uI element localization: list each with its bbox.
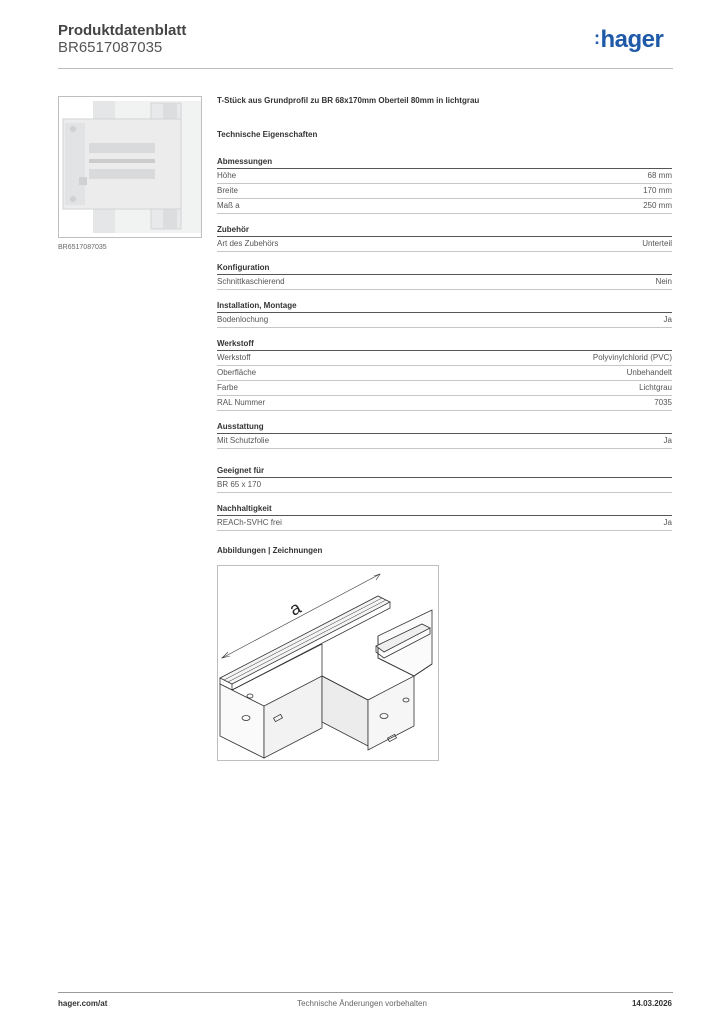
spec-row [217, 184, 672, 199]
footer-disclaimer: Technische Änderungen vorbehalten [297, 999, 427, 1008]
spec-row [217, 516, 672, 531]
product-photo-icon [59, 97, 201, 237]
spec-value: 7035 [654, 398, 672, 407]
section-konfiguration [217, 262, 672, 290]
spec-label: Art des Zubehörs [217, 239, 279, 248]
spec-label: Breite [217, 186, 238, 195]
spec-label: Werkstoff [217, 353, 251, 362]
product-thumbnail [58, 96, 202, 238]
section-title: Ausstattung [217, 421, 672, 434]
spec-row [217, 169, 672, 184]
logo-colon-mark: : [594, 28, 600, 48]
spec-row [217, 237, 672, 252]
spec-label: Bodenlochung [217, 315, 269, 324]
section-title: Werkstoff [217, 338, 672, 351]
footer-divider [58, 992, 673, 993]
spec-row [217, 396, 672, 411]
section-title: Installation, Montage [217, 300, 672, 313]
spec-content [217, 96, 672, 761]
dimension-label: a [286, 597, 305, 620]
footer-website-link[interactable]: hager.com/at [58, 999, 108, 1008]
spec-row [217, 434, 672, 449]
spec-row [217, 366, 672, 381]
section-title: Abmessungen [217, 156, 672, 169]
footer-date: 14.03.2026 [631, 999, 672, 1008]
spec-label: Schnittkaschierend [217, 277, 285, 286]
spec-row [217, 275, 672, 290]
spec-value: Ja [663, 315, 672, 324]
section-geeignet [217, 465, 672, 493]
spec-label: Höhe [217, 171, 237, 180]
section-ausstattung [217, 421, 672, 449]
spec-value: 170 mm [643, 186, 672, 195]
spec-label: Farbe [217, 383, 238, 392]
spec-label: BR 65 x 170 [217, 480, 262, 489]
spec-value: 250 mm [643, 201, 672, 210]
tech-properties-heading: Technische Eigenschaften [217, 130, 318, 139]
page-title: Produktdatenblatt [58, 22, 187, 39]
spec-value: Unterteil [642, 239, 672, 248]
spec-label: Oberfläche [217, 368, 257, 377]
section-title: Geeignet für [217, 465, 672, 478]
technical-drawing [217, 565, 439, 761]
spec-row [217, 381, 672, 396]
section-title: Zubehör [217, 224, 672, 237]
spec-label: Mit Schutzfolie [217, 436, 270, 445]
spec-value: Unbehandelt [626, 368, 672, 377]
t-piece-drawing-icon [218, 566, 438, 760]
spec-value: Lichtgrau [639, 383, 672, 392]
section-title: Konfiguration [217, 262, 672, 275]
section-title: Nachhaltigkeit [217, 503, 672, 516]
spec-value: 68 mm [647, 171, 672, 180]
section-nachhaltigkeit [217, 503, 672, 531]
section-installation [217, 300, 672, 328]
spec-value: Nein [655, 277, 672, 286]
hager-logo [594, 26, 663, 54]
header-divider [58, 68, 673, 69]
spec-row [217, 199, 672, 214]
thumbnail-caption: BR6517087035 [58, 244, 107, 251]
section-werkstoff [217, 338, 672, 411]
spec-label: RAL Nummer [217, 398, 266, 407]
illustrations-heading: Abbildungen | Zeichnungen [217, 546, 323, 555]
spec-label: REACh-SVHC frei [217, 518, 282, 527]
spec-value: Ja [663, 436, 672, 445]
product-number: BR6517087035 [58, 39, 163, 56]
section-zubehoer [217, 224, 672, 252]
section-abmessungen [217, 156, 672, 214]
logo-text: hager [600, 26, 664, 53]
spec-row [217, 351, 672, 366]
product-description: T-Stück aus Grundprofil zu BR 68x170mm Oberteil 80mm in lichtgrau [217, 96, 480, 105]
spec-row [217, 313, 672, 328]
spec-label: Maß a [217, 201, 240, 210]
spec-value: Ja [663, 518, 672, 527]
spec-value: Polyvinylchlorid (PVC) [592, 353, 672, 362]
spec-row [217, 478, 672, 493]
